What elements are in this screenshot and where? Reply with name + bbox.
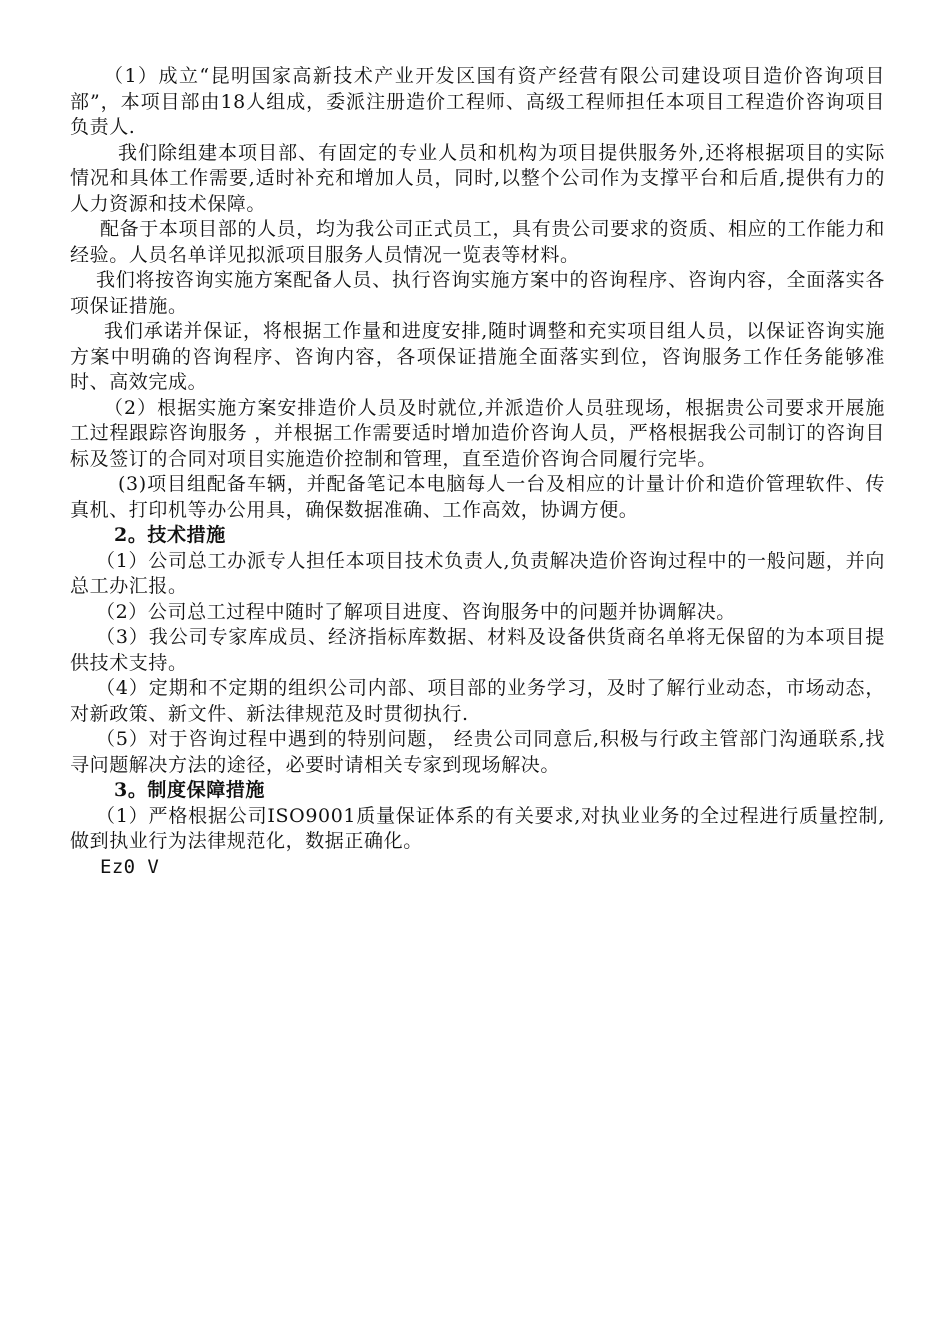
paragraph-implementation-plan: 我们将按咨询实施方案配备人员、执行咨询实施方案中的咨询程序、咨询内容，全面落实各项保证措施。 — [70, 269, 885, 317]
paragraph-staffing-support: 我们除组建本项目部、有固定的专业人员和机构为项目提供服务外,还将根据项目的实际情况和具体工作需要,适时补充和增加人员，同时,以整个公司作为支撑平台和后盾,提供有力的人力资源和技术保障。 — [70, 141, 885, 215]
tail-text: Ez0 V — [100, 855, 160, 878]
document-body — [70, 64, 885, 880]
technical-item: （4）定期和不定期的组织公司内部、项目部的业务学习，及时了解行业动态，市场动态，对新政策、新文件、新法律规范及时贯彻执行. — [70, 677, 885, 725]
system-item: （1）严格根据公司ISO9001质量保证体系的有关要求,对执业业务的全过程进行质量控制,做到执业行为法律规范化，数据正确化。 — [70, 804, 885, 852]
section-heading-system-guarantee: 3。制度保障措施 — [114, 779, 266, 801]
paragraph-staff-qualification: 配备于本项目部的人员，均为我公司正式员工，具有贵公司要求的资质、相应的工作能力和经验。人员名单详见拟派项目服务人员情况一览表等材料。 — [70, 218, 885, 266]
section-heading-technical-measures: 2。技术措施 — [114, 524, 226, 546]
technical-item: （5）对于咨询过程中遇到的特别问题， 经贵公司同意后,积极与行政主管部门沟通联系,找寻问题解决方法的途径，必要时请相关专家到现场解决。 — [70, 728, 885, 776]
technical-item: （3）我公司专家库成员、经济指标库数据、材料及设备供货商名单将无保留的为本项目提供技术支持。 — [70, 626, 885, 674]
paragraph-commitment: 我们承诺并保证，将根据工作量和进度安排,随时调整和充实项目组人员，以保证咨询实施方案中明确的咨询程序、咨询内容，各项保证措施全面落实到位，咨询服务工作任务能够准时、高效完成。 — [70, 320, 885, 393]
paragraph-onsite-staff: （2）根据实施方案安排造价人员及时就位,并派造价人员驻现场，根据贵公司要求开展施工过程跟踪咨询服务 ，并根据工作需要适时增加造价咨询人员，严格根据我公司制订的咨询目标及签订的合同对项目实施造价控制和管理，直至造价咨询合同履行完毕。 — [70, 396, 885, 470]
technical-item: （1）公司总工办派专人担任本项目技术负责人,负责解决造价咨询过程中的一般问题，并向总工办汇报。 — [70, 549, 885, 597]
paragraph-project-department: （1）成立“昆明国家高新技术产业开发区国有资产经营有限公司建设项目造价咨询项目部”，本项目部由18人组成，委派注册造价工程师、高级工程师担任本项目工程造价咨询项目负责人. — [70, 65, 885, 138]
technical-item: （2）公司总工过程中随时了解项目进度、咨询服务中的问题并协调解决。 — [96, 600, 736, 623]
paragraph-equipment: (3)项目组配备车辆，并配备笔记本电脑每人一台及相应的计量计价和造价管理软件、传真机、打印机等办公用具，确保数据准确、工作高效，协调方便。 — [70, 473, 885, 521]
